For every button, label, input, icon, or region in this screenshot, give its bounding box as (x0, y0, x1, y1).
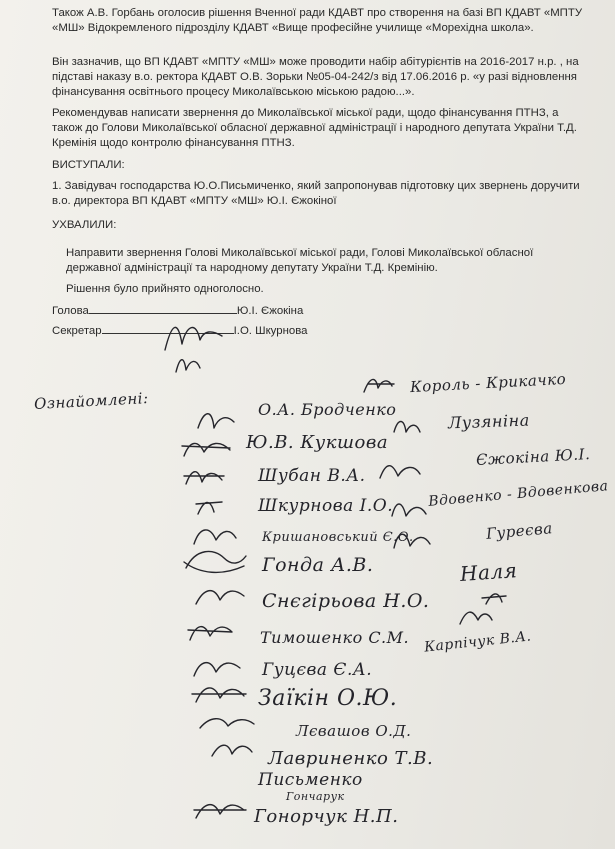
handwritten-name: Лузяніна (447, 410, 530, 433)
handwritten-name: Гончарук (286, 790, 345, 803)
chair-signature-line (52, 302, 303, 319)
handwritten-heading: Ознайомлені: (33, 389, 149, 413)
signature-secretary-scribble (176, 360, 200, 372)
paragraph-text: Він зазначив, що ВП КДАВТ «МПТУ «МШ» може проводити набір абітурієнтів на 2016-2017 н.р. , на підставі наказу в.о. ректора КДАВТ О.В. Зорьки №05-04-242/з від 17.06.2016 р. «у разі відновлення фінансування освітнього процесу Миколаївською міською радою...». (52, 56, 579, 98)
handwritten-name: Гуреєва (485, 519, 554, 543)
paragraph-vote (52, 282, 587, 297)
handwritten-name: Наля (459, 558, 519, 586)
handwritten-name: Єжокіна Ю.І. (475, 445, 591, 469)
handwritten-name: Ю.В. Кукшова (246, 432, 389, 453)
paragraph-recommendation (52, 106, 587, 151)
handwritten-name: Лєвашов О.Д. (296, 722, 412, 740)
secretary-label: Секретар (52, 325, 102, 337)
handwritten-name: Тимошенко С.М. (260, 628, 410, 647)
chair-name: Ю.І. Єжокіна (236, 305, 304, 317)
handwritten-name: Шкурнова І.О. (258, 496, 394, 516)
handwritten-name: Король - Крикачко (409, 369, 567, 397)
handwritten-name: Гонда А.В. (262, 554, 374, 576)
handwritten-name: Кришановський Є.О. (262, 530, 414, 545)
handwritten-name: Карпічук В.А. (423, 628, 533, 656)
paragraph-speaker (52, 179, 587, 209)
secretary-name: І.О. Шкурнова (233, 325, 308, 337)
paragraph-text: Рішення було прийнято одноголосно. (66, 283, 264, 295)
handwritten-name: Заїкін О.Ю. (258, 686, 398, 711)
paragraph-text: Рекомендував написати звернення до Миколаївської міської ради, щодо фінансування ПТНЗ, а також до Голови Миколаївської обласної державної адміністрації і народного депутата України Т.Д. Кремінія щодо контролю фінансування ПТНЗ. (52, 107, 577, 149)
secretary-signature-line (52, 322, 307, 339)
paragraph-admission (52, 55, 587, 100)
handwritten-name: Вдовенко - Вдовенкова (427, 478, 610, 510)
handwritten-name: О.А. Бродченко (258, 400, 397, 419)
handwritten-name: Гонорчук Н.П. (254, 806, 399, 827)
section-heading: УХВАЛИЛИ: (52, 219, 117, 231)
chair-label: Голова (52, 305, 89, 317)
paragraph-decision-announcement (52, 6, 587, 36)
handwritten-name: Снєгірьова Н.О. (262, 590, 430, 612)
handwritten-name: Шубан В.А. (258, 466, 366, 486)
handwritten-name: Гуцєва Є.А. (262, 660, 373, 680)
handwritten-name: Письменко (258, 770, 363, 790)
heading-vystupaly (52, 158, 587, 173)
heading-ukhvalyly (52, 218, 587, 233)
paragraph-text: Також А.В. Горбань оголосив рішення Вченної ради КДАВТ про створення на базі ВП КДАВТ «МПТУ «МШ» Відокремленого підрозділу КДАВТ «Вище професійне училище «Морехідна школа». (52, 7, 583, 34)
paragraph-text: Направити звернення Голові Миколаївської міської ради, Голові Миколаївської обласної державної адміністрації та народному депутату України Т.Д. Кремінію. (66, 247, 534, 274)
paragraph-resolution (52, 246, 587, 276)
section-heading: ВИСТУПАЛИ: (52, 159, 125, 171)
handwritten-name: Лавриненко Т.В. (268, 748, 434, 769)
paragraph-text: 1. Завідувач господарства Ю.О.Письмиченко, який запропонував підготовку цих звернень доручити в.о. директора ВП КДАВТ «МПТУ «МШ» Ю.І. Єжокіної (52, 180, 580, 207)
